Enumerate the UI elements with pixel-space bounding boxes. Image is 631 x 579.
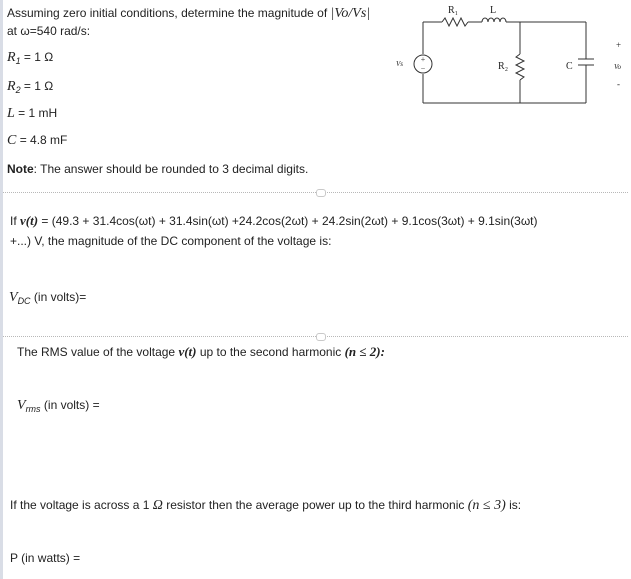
inductor	[482, 18, 506, 22]
q2-vt: v(t)	[178, 344, 197, 359]
param-r2: $R_2 = 1$ Ω	[7, 79, 54, 95]
q3-text: If the voltage is across a 1 Ω resistor then the average power up to the third harmonic (n ≤ 3) is:	[10, 498, 522, 513]
voltage-ratio: |Vo/Vs|	[330, 6, 371, 21]
svg-text:−: −	[420, 64, 426, 73]
r2-resistor	[516, 54, 524, 80]
label-vs: Vs	[396, 60, 403, 68]
problem-intro-line	[7, 6, 370, 22]
label-c: C	[566, 61, 573, 72]
left-border	[0, 0, 3, 579]
ohm-symbol: Ω	[152, 498, 163, 513]
note	[7, 162, 308, 176]
label-r1: R₁	[448, 5, 459, 16]
q1-line2: +...) V, the magnitude of the DC component of the voltage is:	[10, 234, 332, 248]
q3-answer-label: P (in watts) =	[10, 551, 81, 565]
label-vo: Vo	[614, 63, 621, 71]
q3-condition: (n ≤ 3)	[467, 498, 506, 513]
resize-handle[interactable]	[316, 189, 326, 197]
label-l: L	[490, 5, 497, 16]
svg-text:+: +	[420, 55, 426, 64]
q1-answer-label: $V_{DC}$ (in volts)=	[9, 290, 87, 306]
note-text: : The answer should be rounded to 3 decimal digits.	[33, 162, 309, 176]
vo-plus: +	[616, 40, 622, 50]
q1-equation: = (49.3 + 31.4cos(ωt) + 31.4sin(ωt) +24.2cos(2ωt) + 24.2sin(2ωt) + 9.1cos(3ωt) + 9.1sin(3ωt)	[41, 214, 538, 228]
vo-minus: -	[617, 79, 620, 89]
q2-text: The RMS value of the voltage v(t) up to the second harmonic (n ≤ 2):	[17, 344, 385, 359]
note-label: Note	[7, 162, 34, 176]
label-r2: R₂	[498, 61, 509, 72]
resize-handle[interactable]	[316, 333, 326, 341]
q1-vt: v(t)	[20, 213, 39, 228]
problem-intro: Assuming zero initial conditions, determine the magnitude of	[7, 6, 328, 20]
param-c: C = 4.8 mF	[7, 133, 68, 148]
r1-resistor	[442, 18, 468, 26]
param-l: L = 1 mH	[7, 106, 58, 121]
q1-line1: If v(t) = (49.3 + 31.4cos(ωt) + 31.4sin(ωt) +24.2cos(2ωt) + 24.2sin(2ωt) + 9.1cos(3ωt) + 9.1sin(3ωt)	[10, 213, 538, 228]
circuit-diagram	[390, 2, 630, 110]
param-r1: $R_1 = 1$ Ω	[7, 50, 54, 66]
frequency-text: at ω=540 rad/s:	[7, 24, 91, 38]
q2-condition: (n ≤ 2):	[344, 344, 385, 359]
q2-answer-label: $V_{rms}$ (in volts) =	[17, 398, 100, 414]
